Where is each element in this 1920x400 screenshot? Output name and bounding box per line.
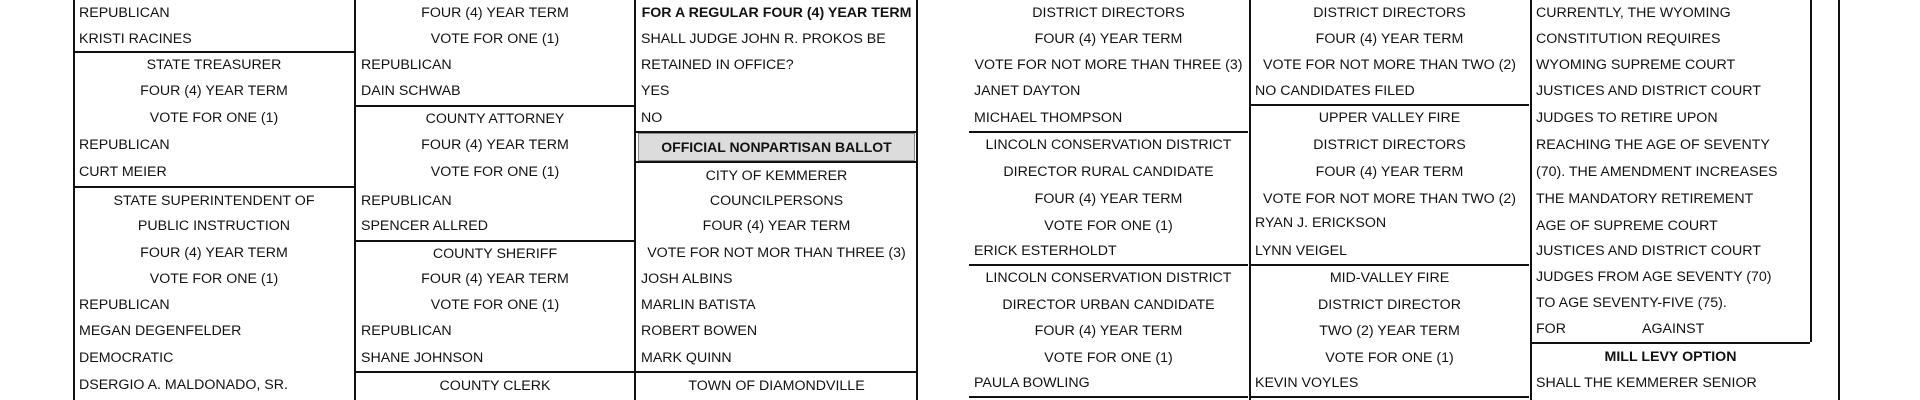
vote-instruction: VOTE FOR ONE (1) <box>149 271 279 287</box>
option-for[interactable]: FOR <box>1536 321 1566 337</box>
amendment-text: REACHING THE AGE OF SEVENTY <box>1536 137 1770 153</box>
candidate-name[interactable]: SHANE JOHNSON <box>361 350 484 366</box>
office-title: COUNTY ATTORNEY <box>425 111 565 127</box>
amendment-text: JUSTICES AND DISTRICT COURT <box>1536 243 1761 259</box>
ballot-column-5 <box>1250 0 1529 400</box>
candidate-name[interactable]: JANET DAYTON <box>974 83 1081 99</box>
office-title: COUNTY CLERK <box>439 378 551 394</box>
candidate-name[interactable]: ERICK ESTERHOLDT <box>974 243 1117 259</box>
party-label: REPUBLICAN <box>361 323 452 339</box>
amendment-text: AGE OF SUPREME COURT <box>1536 218 1718 234</box>
candidate-name[interactable]: DAIN SCHWAB <box>361 83 461 99</box>
candidate-name[interactable]: CURT MEIER <box>79 164 167 180</box>
candidate-name[interactable]: JOSH ALBINS <box>641 271 733 287</box>
term-label: FOUR (4) YEAR TERM <box>1315 31 1464 47</box>
for-against-row <box>1536 316 1806 342</box>
office-title: MID-VALLEY FIRE <box>1329 270 1450 286</box>
office-title: CITY OF KEMMERER <box>705 168 848 184</box>
amendment-text: TO AGE SEVENTY-FIVE (75). <box>1536 295 1727 311</box>
candidate-name[interactable]: MARK QUINN <box>641 350 732 366</box>
vote-instruction: VOTE FOR ONE (1) <box>1044 218 1173 234</box>
amendment-text: JUDGES TO RETIRE UPON <box>1536 110 1718 126</box>
amendment-text: WYOMING SUPREME COURT <box>1536 57 1736 73</box>
term-label: FOUR (4) YEAR TERM <box>140 83 288 99</box>
term-label: FOUR (4) YEAR TERM <box>702 218 851 234</box>
retention-term: FOR A REGULAR FOUR (4) YEAR TERM <box>641 5 912 21</box>
vote-instruction: VOTE FOR ONE (1) <box>149 110 279 126</box>
office-title: STATE TREASURER <box>146 57 282 73</box>
measure-text: SHALL THE KEMMERER SENIOR <box>1536 375 1757 391</box>
party-label: DEMOCRATIC <box>79 350 174 366</box>
office-title-cont: DISTRICT DIRECTORS <box>1032 5 1185 21</box>
term-label: FOUR (4) YEAR TERM <box>421 5 569 21</box>
party-label: REPUBLICAN <box>79 137 170 153</box>
party-label: REPUBLICAN <box>79 297 170 313</box>
candidate-name[interactable]: MEGAN DEGENFELDER <box>79 323 242 339</box>
office-title: TOWN OF DIAMONDVILLE <box>688 378 865 394</box>
column-border <box>634 0 636 400</box>
party-label: REPUBLICAN <box>361 193 452 209</box>
office-title: MILL LEVY OPTION <box>1604 349 1737 365</box>
office-title: UPPER VALLEY FIRE <box>1318 110 1461 126</box>
vote-instruction: VOTE FOR NOT MOR THAN THREE (3) <box>647 245 906 261</box>
candidate-name[interactable]: DSERGIO A. MALDONADO, SR. <box>79 377 288 393</box>
term-label: FOUR (4) YEAR TERM <box>421 271 569 287</box>
vote-instruction: VOTE FOR NOT MORE THAN TWO (2) <box>1262 191 1517 207</box>
nonpartisan-ballot-banner: OFFICIAL NONPARTISAN BALLOT <box>638 133 915 161</box>
amendment-text: (70). THE AMENDMENT INCREASES <box>1536 164 1778 180</box>
column-border <box>1249 0 1251 400</box>
candidate-name[interactable]: KEVIN VOYLES <box>1255 375 1359 391</box>
vote-instruction: VOTE FOR NOT MORE THAN THREE (3) <box>974 57 1243 73</box>
office-title: COUNTY SHERIFF <box>432 246 558 262</box>
party-label: REPUBLICAN <box>79 5 170 21</box>
amendment-text: JUSTICES AND DISTRICT COURT <box>1536 83 1761 99</box>
ballot-column-6 <box>1531 0 1810 400</box>
party-label: REPUBLICAN <box>361 57 452 73</box>
ballot-column-3 <box>636 0 917 400</box>
term-label: FOUR (4) YEAR TERM <box>1034 191 1183 207</box>
retention-question-cont: RETAINED IN OFFICE? <box>641 57 794 73</box>
vote-instruction: VOTE FOR ONE (1) <box>430 31 560 47</box>
column-border <box>354 0 356 400</box>
amendment-text: CONSTITUTION REQUIRES <box>1536 31 1721 47</box>
option-yes[interactable]: YES <box>641 83 670 99</box>
office-title-cont: DISTRICT DIRECTOR <box>1318 297 1461 313</box>
term-label: TWO (2) YEAR TERM <box>1319 323 1460 339</box>
office-title-cont: DISTRICT DIRECTORS <box>1313 137 1466 153</box>
ballot-column-1 <box>74 0 354 400</box>
column-border <box>916 0 918 400</box>
term-label: FOUR (4) YEAR TERM <box>1034 323 1183 339</box>
column-border <box>1530 0 1532 400</box>
divider <box>969 396 1248 398</box>
term-label: FOUR (4) YEAR TERM <box>140 245 288 261</box>
office-title: STATE SUPERINTENDENT OF <box>113 193 315 209</box>
column-border <box>1810 0 1812 342</box>
office-title-cont: COUNCILPERSONS <box>709 193 844 209</box>
candidate-name[interactable]: ROBERT BOWEN <box>641 323 758 339</box>
office-title: LINCOLN CONSERVATION DISTRICT <box>985 137 1232 153</box>
candidate-name[interactable]: RYAN J. ERICKSON <box>1255 215 1387 231</box>
term-label: FOUR (4) YEAR TERM <box>421 137 569 153</box>
vote-instruction: VOTE FOR NOT MORE THAN TWO (2) <box>1262 57 1517 73</box>
candidate-name[interactable]: SPENCER ALLRED <box>361 218 488 234</box>
ballot-column-4 <box>969 0 1248 400</box>
divider <box>1250 396 1529 398</box>
office-title-cont: DIRECTOR RURAL CANDIDATE <box>1003 164 1214 180</box>
option-against[interactable]: AGAINST <box>1642 321 1705 337</box>
office-title-cont: DIRECTOR URBAN CANDIDATE <box>1002 297 1215 313</box>
no-candidates-note: NO CANDIDATES FILED <box>1255 83 1415 99</box>
office-title-cont: PUBLIC INSTRUCTION <box>137 218 291 234</box>
candidate-name[interactable]: PAULA BOWLING <box>974 375 1090 391</box>
office-title: LINCOLN CONSERVATION DISTRICT <box>985 270 1232 286</box>
candidate-name[interactable]: LYNN VEIGEL <box>1255 243 1347 259</box>
option-no[interactable]: NO <box>641 110 663 126</box>
office-title-cont: DISTRICT DIRECTORS <box>1313 5 1466 21</box>
vote-instruction: VOTE FOR ONE (1) <box>1325 350 1454 366</box>
amendment-text: THE MANDATORY RETIREMENT <box>1536 191 1754 207</box>
candidate-name[interactable]: MARLIN BATISTA <box>641 297 756 313</box>
candidate-name[interactable]: MICHAEL THOMPSON <box>974 110 1123 126</box>
retention-question: SHALL JUDGE JOHN R. PROKOS BE <box>641 31 886 47</box>
vote-instruction: VOTE FOR ONE (1) <box>430 297 560 313</box>
amendment-text: CURRENTLY, THE WYOMING <box>1536 5 1731 21</box>
ballot-column-2 <box>356 0 634 400</box>
vote-instruction: VOTE FOR ONE (1) <box>1044 350 1173 366</box>
amendment-text: JUDGES FROM AGE SEVENTY (70) <box>1536 269 1772 285</box>
vote-instruction: VOTE FOR ONE (1) <box>430 164 560 180</box>
column-border <box>73 0 75 400</box>
term-label: FOUR (4) YEAR TERM <box>1034 31 1183 47</box>
term-label: FOUR (4) YEAR TERM <box>1315 164 1464 180</box>
candidate-name[interactable]: KRISTI RACINES <box>79 31 192 47</box>
column-border <box>1838 0 1840 400</box>
